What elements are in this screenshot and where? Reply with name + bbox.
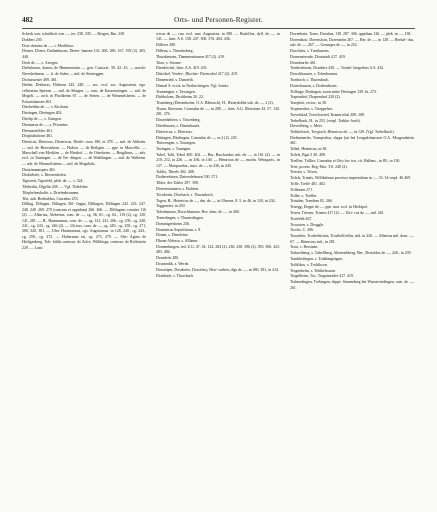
- register-entry: Scheck von, schultheis von —, ter. 238. 339. — Bergen, Bm. 238.: [22, 32, 125, 36]
- register-entry: Tribel, Heinricus, in 38.: [290, 147, 328, 152]
- register-entry: Trouwien, s. Druggle.: [290, 222, 325, 227]
- header-rule: [22, 28, 415, 29]
- register-entry: Dountrubk, s. Werde.: [156, 261, 190, 266]
- register-entry: Tropenecker, s. Trieppelser.: [290, 106, 334, 111]
- register-entry: Tröhlikus, s. Troftikcon.: [290, 262, 328, 267]
- register-entry: Drewelberg, s. Meer.: [290, 124, 323, 129]
- register-entry: Triller, s. Trieller.: [290, 193, 318, 198]
- register-entry: Dioktdorfe, s. Diessenhofen.: [22, 173, 67, 178]
- register-entry: Trankhofingen, s. Trabhingtingen.: [290, 256, 344, 261]
- register-entry: Dietmarsfelder 461.: [22, 128, 54, 133]
- register-entry: Travefulad, Travelcuried, Kramirichal 208. 208.: [290, 112, 365, 117]
- register-entry: Trebbelosch, Treypach, Heinricus de —, in 120. (Vgl. Trebelbach).: [290, 130, 395, 135]
- register-entry: Trusselier, Trosbelstritus, Trosthelfrellus, mil. in 226. — Albertus mil. dom. —, 67. — Heinricus mil., in 281.: [290, 234, 414, 244]
- register-entry: Dischelden de —, s. Kirchain.: [22, 105, 69, 110]
- register-entry: Tornberhusen, Dornbire 430. — Toruhi- bergerhus A.S. 432.: [290, 66, 385, 71]
- register-entry: Dovenhain, Torne, Dornhus, 138. 287. 306. oppidum 126. — pleb. in —, 138.: [290, 32, 412, 36]
- register-entry: Dörpluthuhorn 461.: [22, 134, 53, 139]
- register-entry: Tronfeldt 467.: [290, 216, 313, 221]
- page-number: 482: [22, 16, 33, 24]
- register-entry: Diezdeichsf, laier. A.S. 419. 433.: [156, 66, 208, 71]
- register-entry: Dominicus Sepulchrum, s. 8.: [156, 227, 202, 232]
- register-entry: Trapendorf, Drapendorf 220 (2).: [290, 95, 341, 100]
- register-entry: Dominigersheim 236.: [156, 221, 190, 226]
- register-entry: Traepfott, rector., in 30.: [290, 101, 327, 106]
- running-header: [22, 14, 415, 26]
- register-entry: Dorendsoir, Dorensloirt, Dorenstein 267. — Ber. de —, in 128. — Berhal- dus, sub. de —, 267. — Gerunges de —, in 252.: [290, 37, 414, 48]
- register-entry: Doßbert 230.: [22, 37, 43, 42]
- register-entry: Töricheim, Dörrbach, s. Thurnsbach.: [156, 192, 214, 197]
- register-entry: Trisen, Triesen, Trinses 417 (2). — Ulri- cus de —, mil. 261.: [290, 210, 385, 215]
- register-entry: Tornbach, s. Thurnsbach.: [290, 77, 330, 82]
- register-entry: Dietmarus de —, s. Pforzeim.: [22, 122, 69, 127]
- register-entry: Dillewe 280.: [156, 43, 177, 48]
- register-entry: Tubel, Tobl, Tobel 400. 402. — Bur, Burchardus sub. de —, in 161 (2). — in 210, 212, in 226. — in 436, in 140. — Heinricus de —, machs. Weingarts., in 127. — Marquardus., mus. de —, in 436, in 445.: [156, 152, 280, 168]
- register-entry: Dodetredusen, Dateredehusen 530. 571.: [156, 175, 219, 180]
- register-entry: Tilephelneshoffe, s. Driefenbrunnen.: [22, 190, 80, 195]
- register-entry: Trabachberg, s. Tubellberg, Altenesthberg, Ber., Bertoldus de —, 226., in 239.: [290, 251, 412, 256]
- register-entry: Dillena, s. Thienhoberg.: [156, 49, 194, 53]
- register-entry: Trugelheim, Tor., Trugemesder 417. 419.: [290, 274, 354, 279]
- register-entry: Dotterhausen, s. Dodersdusen.: [290, 83, 338, 88]
- register-entry: Donnenbingen, ted. Z.G. 47. 54. 124. 284 (2). 236. 238. 396 (2). 395. 306. 423. 483. 484.: [156, 244, 280, 255]
- register-entry: Dörnbach, s. Thorsbach.: [156, 273, 195, 278]
- register-entry: Dietingen, Dietingen 402.: [22, 111, 63, 116]
- register-entry: Dornensteorde, Dornstadt 417. 419.: [290, 54, 346, 59]
- register-entry: Tolenhausen, Dorschhausen, Rev. dom. de —, in 260.: [156, 210, 240, 215]
- register-entry: Trillinge, Dettingen, zwen mitte Dettingen 139. In. 273.: [290, 89, 377, 94]
- register-entry: Dorit de —, s. Ariegen.: [22, 60, 59, 65]
- register-column-3: [290, 32, 414, 498]
- register-entry: Triniden, Trendem 82. 266.: [290, 199, 333, 204]
- page-title: Orts- und Personen-Register.: [174, 16, 263, 24]
- register-entry: Dirhbolzen, Dirchheim 20. 22.: [156, 95, 204, 100]
- register-entry: Dornsburler 461.: [290, 60, 317, 65]
- register-entry: Dietlip de —, s. Giengen.: [22, 117, 62, 121]
- register-entry: Dorchites, s. Turnbusens.: [290, 49, 330, 53]
- register-entry: Dorschhausen, s. Tolenhausen.: [290, 72, 338, 77]
- register-entry: Dether, Dotheras, Ditheras 245, 248. — soc. eccl. sac. Augustensi. ego. celleratius Spirens. — mil. de Slingen. — com. de Kassenstingen. — mil. de Mogelt. — arch. in Plochheim 67. — de Steten. — de Wimmelsheim. — de Eckartshausen 461.: [22, 83, 146, 104]
- register-entry: Tisemberg (Diesenhofen, O.A. Biberach), H., Ritterdolthe sub. de —, 2 (2).: [156, 101, 274, 106]
- register-entry: Dietricus, Ditericus, Dietericus, Dietle- ricus 180, in 378. — mil. de Altheim. — mil. de Berwinhorn. — Halton. — de Reiligen. — ppe. in Marcellis. — Marschall von Mecklen — de Hindorf. — de Otterheim. — Reigilinus. — adv. eccl. in Tainingen. — de Ter- dingen. — de Waiblingen. — mil. de Walheim. — adv. de Wimmelsheim — mil. de Mogeltals.: [22, 140, 146, 166]
- register-entry: Trifels, Bgst 5 20, 408.: [290, 152, 326, 157]
- register-entry: Dittingen, Ditelingen, Conradus de —, in 2 (2). 225.: [156, 135, 238, 140]
- register-entry: Dossetiper, Dosebeter, Dosselery, Herr- sarben, digs de —, in 280, 381, in 414.: [156, 267, 279, 272]
- register-entry: Donen, s. Deneleine.: [156, 233, 189, 238]
- register-column-1: [22, 32, 146, 498]
- register-entry: Trillemen 271.: [290, 187, 313, 192]
- register-entry: Tavingen, s. Tauingen.: [156, 147, 192, 152]
- register-entry: Titzo, s. Strome.: [156, 60, 182, 65]
- register-entry: Trubendingen, Trebingen, shppe. Stammberg bei Wassertrüdingen, com. de —, 261.: [290, 280, 414, 290]
- register-entry: Dhone Aldessa, s. Allheim.: [156, 239, 199, 244]
- register-entry: Dissenheliern, s. Tissenberg.: [156, 118, 201, 123]
- register-entry: Thüwengen, s. Tawingen.: [156, 141, 196, 146]
- register-entry: Triellier, Trillier, Conradus et Otto fra- tris, cit. Hallens., in 89., in 130.: [290, 158, 401, 163]
- register-entry: Ditervicus, s. Dietricus.: [156, 129, 193, 134]
- register-entry: wicus de —, can. eccl. mai. Augustens. in 280. — Rudolfus, dyfl. de —, in 141. — laier. A.S. 138. 247. 306. 376. 404. 436.: [156, 32, 280, 42]
- register-entry: Trifle, Treffe 401. 402.: [290, 181, 326, 186]
- register-entry: Dinnenried, s. Dunrieth.: [156, 77, 194, 82]
- register-entry: Tigerzeit, Tigerfeld, pleb. de —. s. 324.: [22, 179, 84, 184]
- register-entry: Ditelehusen, s. Distenhusen.: [156, 123, 201, 128]
- register-entry: Trochs, C. 206.: [290, 228, 314, 233]
- register-entry: Dörner, Dörier, Dathenhusen, Dieter- hausen 133. 206. 286. 167. 195 (2). 405. 440.: [22, 49, 146, 59]
- register-entry: Toggenriet, in 250.: [156, 204, 186, 209]
- register-entry: Diebshuren, domus de Himmenstein — gen. Custorat. 39. 42. 43. — macht- Nereshelmens. — fr. de Salen — mil. de Steineggen.: [22, 66, 146, 76]
- register-entry: Tissen, Ilterissen, Conradus de —, in 280. — laier. A.G. Illertissen 43. 57. 120. 281. 376.: [156, 106, 280, 117]
- register-entry: Donsdreit 280.: [156, 256, 180, 261]
- register-entry: Trebelbach, H., in 253. (verpl. Trakke- bach).: [290, 118, 361, 123]
- register-columns: [22, 32, 414, 498]
- register-entry: Distickel, Verder-, Blocher- Dreiscobsf 417 (2). 419.: [156, 72, 238, 77]
- register-entry: Trisegg, Doppe de —, ppe. mai. eccl. in Herbipol.: [290, 205, 368, 210]
- register-entry: Dilling, Dilingen, Dilingen, Dil- lingin, Dillingen, Dillingen 242. 243. 247. 248. 249. 269. 270 (castrum et oppidum) 266. 266. — Dillingens comites 116 (2). — Albertus, Alebertus, com. de —, cg. 36, 61., cg. 62., 119 (2), cg. 120, 141, 281. — H., Hartmannus, com. de —, cg. 141, 241, 266., cg. 239., cg. 240, 241., cg. 243., cg. 246 (2). — Ulricus, com. de —, cg. 249., cg. 250., cg. 271, 280, 320, 381. — Ulm: Hartmannus, cgs. Augustanus. in 128, 240., cg. 243., cg. 258., cg. 272. — Hoherman eis, cg. 273, 279. — Slie: Agnes de Heiligenberg. Tob- bildis comissa. de Zolre, Willibirga, comissa. de Rollostein 229. — Lasic: [22, 202, 146, 250]
- register-entry: Togen, H., Heinricus de —, dm. de —, in Ulmens. 8. 5, in 46, in 120, in 234.: [156, 198, 276, 203]
- register-column-2: [156, 32, 280, 498]
- register-entry: Tennemgen, s. Tawingen.: [156, 89, 196, 94]
- register-entry: Tenerdingen, s. Thunerdingen.: [156, 215, 204, 220]
- register-entry: Thurnheusen, Thammentausen 417 (2). 419.: [156, 54, 225, 59]
- register-entry: Dismal S. eccla. in Nerkirchingen. Vgl. Iositia.: [156, 83, 230, 88]
- register-entry: Trifels, Trinals, Willibelmus provisor imperialium in —, 33. 34 verpl. 46 469.: [290, 176, 411, 181]
- register-entry: Triesen, s. Trisen.: [290, 170, 318, 175]
- register-entry: Tibler, des Tobler 297. 398.: [156, 181, 199, 186]
- register-entry: Tdeberlin, Digelin 438. — Vgl. Tödeleber.: [22, 185, 89, 189]
- register-entry: Trier, provm. Reg.-Bez. T.S. 240 (2).: [290, 164, 348, 169]
- register-entry: Drelmenerler, Tramperhar, shppe (art bei Lengsdshaussen O.A. Morgendstein 461.: [290, 135, 414, 146]
- register-entry: Dörrensimmern, s. Einbern.: [156, 186, 200, 191]
- register-entry: Trust, s. Bersinen.: [290, 245, 319, 250]
- register-entry: Dore domino de —, s. Mediliaco.: [22, 43, 75, 48]
- register-entry: Trugenhelm, s. Tehikelssarrn.: [290, 268, 337, 273]
- register-entry: Dochassetter 409. 461.: [22, 77, 58, 82]
- register-entry: Toblix, Tiberle 402. 408.: [156, 169, 195, 174]
- register-entry: Tila, aub. Berthaldus, Cruradus 253.: [22, 196, 79, 201]
- register-entry: Diotzimannsperr 461.: [22, 167, 56, 172]
